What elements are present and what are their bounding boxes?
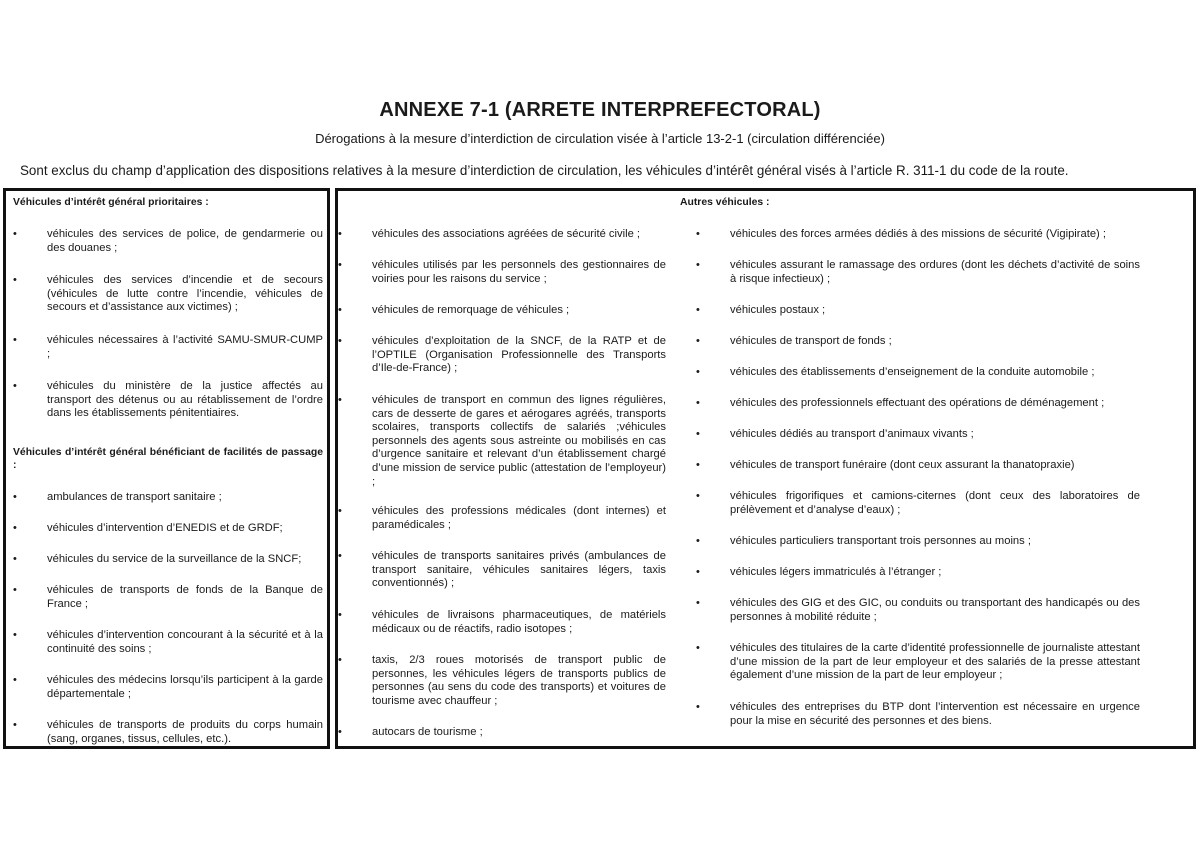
- other-vehicles-box: [335, 188, 1196, 749]
- list-item: • ambulances de transport sanitaire ;: [13, 491, 222, 503]
- bullet-icon: •: [13, 334, 17, 346]
- bullet-icon: •: [696, 459, 700, 471]
- bullet-icon: •: [338, 335, 342, 347]
- bullet-icon: •: [696, 597, 700, 609]
- list-item: • véhicules de livraisons pharmaceutiques, de matériels médicaux ou de réactifs, radio isotopes ;: [338, 609, 666, 635]
- bullet-icon: •: [696, 701, 700, 713]
- bullet-icon: •: [338, 228, 342, 240]
- bullet-icon: •: [338, 394, 342, 406]
- list-item: • véhicules d’exploitation de la SNCF, de la RATP et de l’OPTILE (Organisation Professionnelle des Transports d’Ile-de-France) ;: [338, 335, 666, 375]
- list-item: • véhicules particuliers transportant trois personnes au moins ;: [696, 535, 1031, 547]
- page-subtitle: Dérogations à la mesure d’interdiction de circulation visée à l’article 13-2-1 (circulation différenciée): [315, 131, 885, 146]
- bullet-icon: •: [338, 550, 342, 562]
- list-item: • véhicules nécessaires à l’activité SAMU-SMUR-CUMP ;: [13, 334, 323, 360]
- list-item: • véhicules frigorifiques et camions-citernes (dont ceux des laboratoires de prélèvement et d’analyse d’eaux) ;: [696, 490, 1140, 516]
- priority-vehicles-heading: Véhicules d’intérêt général prioritaires :: [13, 197, 209, 208]
- bullet-icon: •: [696, 397, 700, 409]
- bullet-icon: •: [696, 304, 700, 316]
- bullet-icon: •: [13, 274, 17, 286]
- bullet-icon: •: [696, 642, 700, 654]
- other-vehicles-heading: Autres véhicules :: [680, 197, 770, 208]
- list-item: • véhicules de transport funéraire (dont ceux assurant la thanatopraxie): [696, 459, 1075, 471]
- list-item: • véhicules de transports de fonds de la Banque de France ;: [13, 584, 323, 610]
- intro-paragraph: Sont exclus du champ d’application des dispositions relatives à la mesure d’interdiction de circulation, les véhicules d’intérêt général visés à l’article R. 311-1 du code de la route.: [20, 163, 1069, 178]
- bullet-icon: •: [696, 259, 700, 271]
- bullet-icon: •: [13, 719, 17, 731]
- bullet-icon: •: [13, 228, 17, 240]
- bullet-icon: •: [338, 609, 342, 621]
- bullet-icon: •: [13, 522, 17, 534]
- list-item: • véhicules des professionnels effectuant des opérations de déménagement ;: [696, 397, 1105, 409]
- bullet-icon: •: [696, 228, 700, 240]
- bullet-icon: •: [338, 304, 342, 316]
- bullet-icon: •: [696, 566, 700, 578]
- bullet-icon: •: [696, 490, 700, 502]
- list-item: • véhicules de transports sanitaires privés (ambulances de transport sanitaire, véhicules sanitaires légers, taxis conventionnés) ;: [338, 550, 666, 590]
- list-item: • véhicules des médecins lorsqu’ils participent à la garde départementale ;: [13, 674, 323, 700]
- bullet-icon: •: [338, 505, 342, 517]
- list-item: • véhicules dédiés au transport d’animaux vivants ;: [696, 428, 974, 440]
- list-item: • véhicules de remorquage de véhicules ;: [338, 304, 570, 316]
- list-item: • véhicules des services d’incendie et de secours (véhicules de lutte contre l’incendie, véhicules de secours et d’assistance aux victimes) ;: [13, 274, 323, 314]
- bullet-icon: •: [13, 553, 17, 565]
- list-item: • véhicules des titulaires de la carte d’identité professionnelle de journaliste attestant d’une mission de la part de leur employeur et des salariés de la presse attestant également d’une mission de la part de leur employeur ;: [696, 642, 1140, 682]
- list-item: • véhicules des services de police, de gendarmerie ou des douanes ;: [13, 228, 323, 254]
- list-item: • véhicules assurant le ramassage des ordures (dont les déchets d’activité de soins à risque infectieux) ;: [696, 259, 1140, 285]
- bullet-icon: •: [13, 380, 17, 392]
- list-item: • véhicules des professions médicales (dont internes) et paramédicales ;: [338, 505, 666, 531]
- list-item: • véhicules de transports de produits du corps humain (sang, organes, tissus, cellules, etc.).: [13, 719, 323, 745]
- list-item: • véhicules d’intervention d’ENEDIS et de GRDF;: [13, 522, 283, 534]
- bullet-icon: •: [696, 366, 700, 378]
- bullet-icon: •: [13, 629, 17, 641]
- list-item: • véhicules des établissements d’enseignement de la conduite automobile ;: [696, 366, 1095, 378]
- list-item: • véhicules légers immatriculés à l’étranger ;: [696, 566, 942, 578]
- list-item: • véhicules des associations agréées de sécurité civile ;: [338, 228, 641, 240]
- list-item: • véhicules du ministère de la justice affectés au transport des détenus ou au rétablissement de l’ordre dans les établissements pénitentiaires.: [13, 380, 323, 420]
- bullet-icon: •: [13, 491, 17, 503]
- passage-facilities-heading: Véhicules d’intérêt général bénéficiant de facilités de passage :: [13, 447, 323, 472]
- bullet-icon: •: [338, 654, 342, 666]
- bullet-icon: •: [13, 584, 17, 596]
- bullet-icon: •: [338, 726, 342, 738]
- list-item: • véhicules postaux ;: [696, 304, 826, 316]
- bullet-icon: •: [338, 259, 342, 271]
- list-item: • véhicules des forces armées dédiés à des missions de sécurité (Vigipirate) ;: [696, 228, 1106, 240]
- bullet-icon: •: [696, 335, 700, 347]
- list-item: • véhicules des GIG et des GIC, ou conduits ou transportant des handicapés ou des personnes à mobilité réduite ;: [696, 597, 1140, 623]
- list-item: • véhicules d’intervention concourant à la sécurité et à la continuité des soins ;: [13, 629, 323, 655]
- priority-vehicles-box: [3, 188, 330, 749]
- list-item: • véhicules utilisés par les personnels des gestionnaires de voiries pour les raisons du service ;: [338, 259, 666, 285]
- list-item: • autocars de tourisme ;: [338, 726, 483, 738]
- list-item: • taxis, 2/3 roues motorisés de transport public de personnes, les véhicules légers de transports publics de personnes (au sens du code des transports) et voitures de tourisme avec chauffeur ;: [338, 654, 666, 707]
- page-title: ANNEXE 7-1 (ARRETE INTERPREFECTORAL): [379, 99, 821, 121]
- list-item: • véhicules de transport en commun des lignes régulières, cars de desserte de gares et aérogares agréés, transports scolaires, transports collectifs de salariés ;véhicules personnels des agents sous astreinte ou mobilisés en cas d’urgence sanitaire et relevant d’un établissement chargé d’une mission de service public (attestation de l’employeur) ;: [338, 394, 666, 488]
- list-item: • véhicules des entreprises du BTP dont l’intervention est nécessaire en urgence pour la mise en sécurité des personnes et des biens.: [696, 701, 1140, 727]
- bullet-icon: •: [696, 428, 700, 440]
- list-item: • véhicules de transport de fonds ;: [696, 335, 892, 347]
- list-item: • véhicules du service de la surveillance de la SNCF;: [13, 553, 302, 565]
- bullet-icon: •: [696, 535, 700, 547]
- bullet-icon: •: [13, 674, 17, 686]
